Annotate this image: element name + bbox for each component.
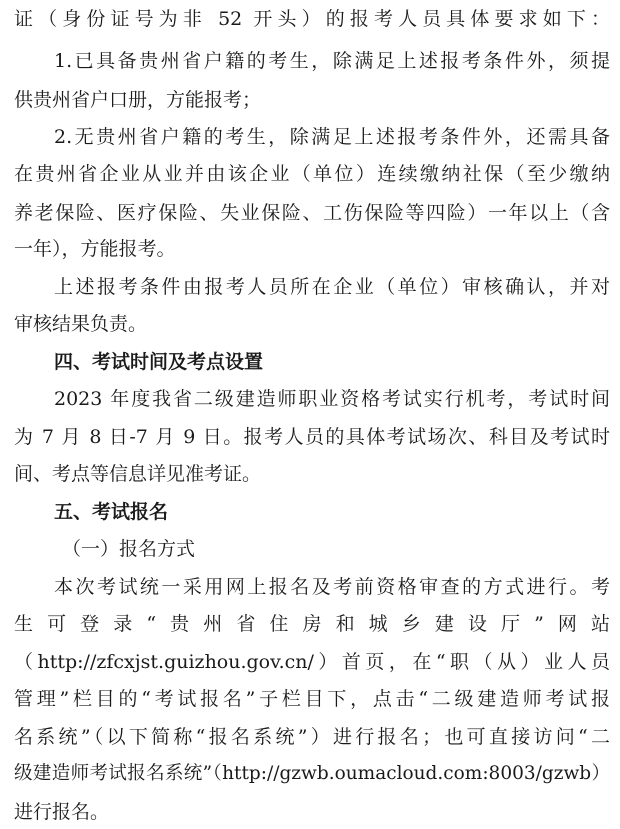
subsection-heading: （一）报名方式 [62, 538, 196, 560]
text-line: 证（身份证号为非 52 开头）的报考人员具体要求如下： [14, 8, 610, 30]
section-heading: 五、考试报名 [54, 501, 169, 523]
text-line: 管理”栏目的“考试报名”子栏目下，点击“二级建造师考试报 [14, 688, 610, 710]
text-line: 上述报考条件由报考人员所在企业（单位）审核确认，并对 [54, 276, 610, 298]
text-line: 级建造师考试报名系统”（http://gzwb.oumacloud.com:8003/gzwb） [14, 763, 610, 784]
text-line: 本次考试统一采用网上报名及考前资格审查的方式进行。考 [54, 576, 610, 598]
text-line: 2023 年度我省二级建造师职业资格考试实行机考，考试时间 [54, 388, 610, 410]
text-line: 供贵州省户口册，方能报考； [14, 89, 262, 111]
text-line: 1.已具备贵州省户籍的考生，除满足上述报考条件外，须提 [54, 50, 610, 72]
text-line: 养老保险、医疗保险、失业保险、工伤保险等四险）一年以上（含 [14, 202, 610, 224]
text-line: 在贵州省企业从业并由该企业（单位）连续缴纳社保（至少缴纳 [14, 163, 610, 185]
text-line: 生可登录“贵州省住房和城乡建设厅”网站 [14, 613, 610, 635]
section-heading: 四、考试时间及考点设置 [54, 351, 264, 373]
text-line: 一年），方能报考。 [14, 238, 176, 260]
text-line: 名系统”（以下简称“报名系统”）进行报名；也可直接访问“二 [14, 726, 610, 748]
text-line: 间、考点等信息详见准考证。 [14, 463, 262, 485]
text-line: 审核结果负责。 [14, 313, 148, 335]
text-line: 为 7 月 8 日-7 月 9 日。报考人员的具体考试场次、科目及考试时 [14, 426, 610, 448]
text-line: 进行报名。 [14, 801, 110, 823]
text-line: （http://zfcxjst.guizhou.gov.cn/）首页，在“职（从）业人员 [14, 651, 610, 673]
text-line: 2.无贵州省户籍的考生，除满足上述报考条件外，还需具备 [54, 126, 610, 148]
